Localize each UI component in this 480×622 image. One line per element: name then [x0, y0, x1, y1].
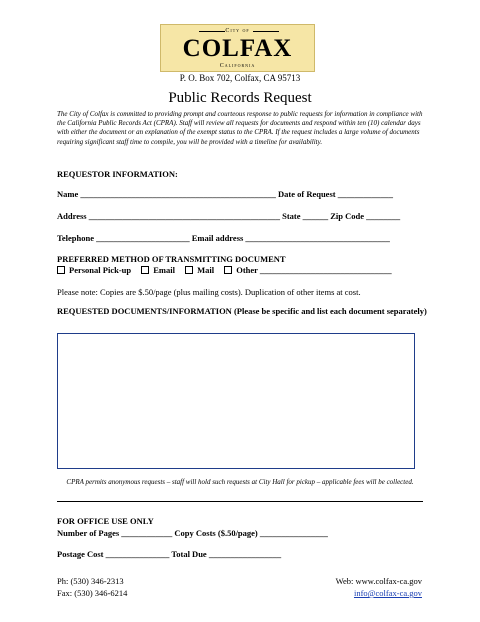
office-pages-copycost: Number of Pages ____________ Copy Costs ($.50/page) ________________ [57, 528, 328, 538]
method-options [57, 265, 400, 275]
method-other-label: Other _______________________________ [236, 265, 392, 275]
checkbox-icon[interactable] [141, 266, 149, 274]
intro-paragraph: The City of Colfax is committed to providing prompt and courteous response to public requests for information in compliance with the California Public Records Act (CPRA). Staff will review all requests for documents and respond within ten (10) calendar days with either the document or an explanation of the exempt status to the CPRA. If the request includes a large volume of documents requiring significant staff time to compile, you will be provided with a timeline for availability. [57, 110, 423, 146]
checkbox-icon[interactable] [224, 266, 232, 274]
requested-header: REQUESTED DOCUMENTS/INFORMATION (Please be specific and list each document separately) [57, 306, 427, 316]
office-use-header: FOR OFFICE USE ONLY [57, 516, 154, 526]
footer-email-link[interactable]: info@colfax-ca.gov [353, 588, 422, 598]
requested-documents-textarea[interactable] [57, 333, 415, 469]
method-pickup-label: Personal Pick-up [69, 265, 132, 275]
footer-fax: Fax: (530) 346-6214 [57, 588, 128, 598]
logo-name-text: COLFAX [182, 35, 293, 62]
checkbox-icon[interactable] [57, 266, 65, 274]
address-field[interactable]: Address _____________________________________________ State ______ Zip Code ________ [57, 211, 401, 221]
footer-web: Web: www.colfax-ca.gov [335, 576, 422, 586]
method-header: PREFERRED METHOD OF TRANSMITTING DOCUMENT [57, 254, 286, 264]
page-title: Public Records Request [168, 90, 312, 106]
city-logo [160, 24, 315, 72]
logo-city-text: City of [225, 28, 250, 34]
footer-email-wrap [312, 588, 422, 598]
telephone-email-field[interactable]: Telephone ______________________ Email address __________________________________ [57, 233, 390, 243]
name-date-field[interactable]: Name ______________________________________________ Date of Request _____________ [57, 189, 393, 199]
mailing-address: P. O. Box 702, Colfax, CA 95713 [179, 73, 301, 83]
copy-cost-note: Please note: Copies are $.50/page (plus mailing costs). Duplication of other items at cost. [57, 287, 361, 297]
divider [57, 501, 423, 502]
logo-state-text: California [219, 63, 256, 69]
method-email[interactable] [141, 265, 175, 275]
requestor-header: REQUESTOR INFORMATION: [57, 169, 178, 179]
method-mail-label: Mail [197, 265, 215, 275]
cpra-note: CPRA permits anonymous requests – staff will hold such requests at City Hall for pickup – applicable fees will be collected. [66, 478, 414, 486]
footer-phone: Ph: (530) 346-2313 [57, 576, 124, 586]
checkbox-icon[interactable] [185, 266, 193, 274]
office-postage-total: Postage Cost _______________ Total Due _________________ [57, 549, 282, 559]
method-email-label: Email [153, 265, 175, 275]
method-other[interactable] [224, 265, 391, 275]
method-pickup[interactable] [57, 265, 131, 275]
method-mail[interactable] [185, 265, 214, 275]
